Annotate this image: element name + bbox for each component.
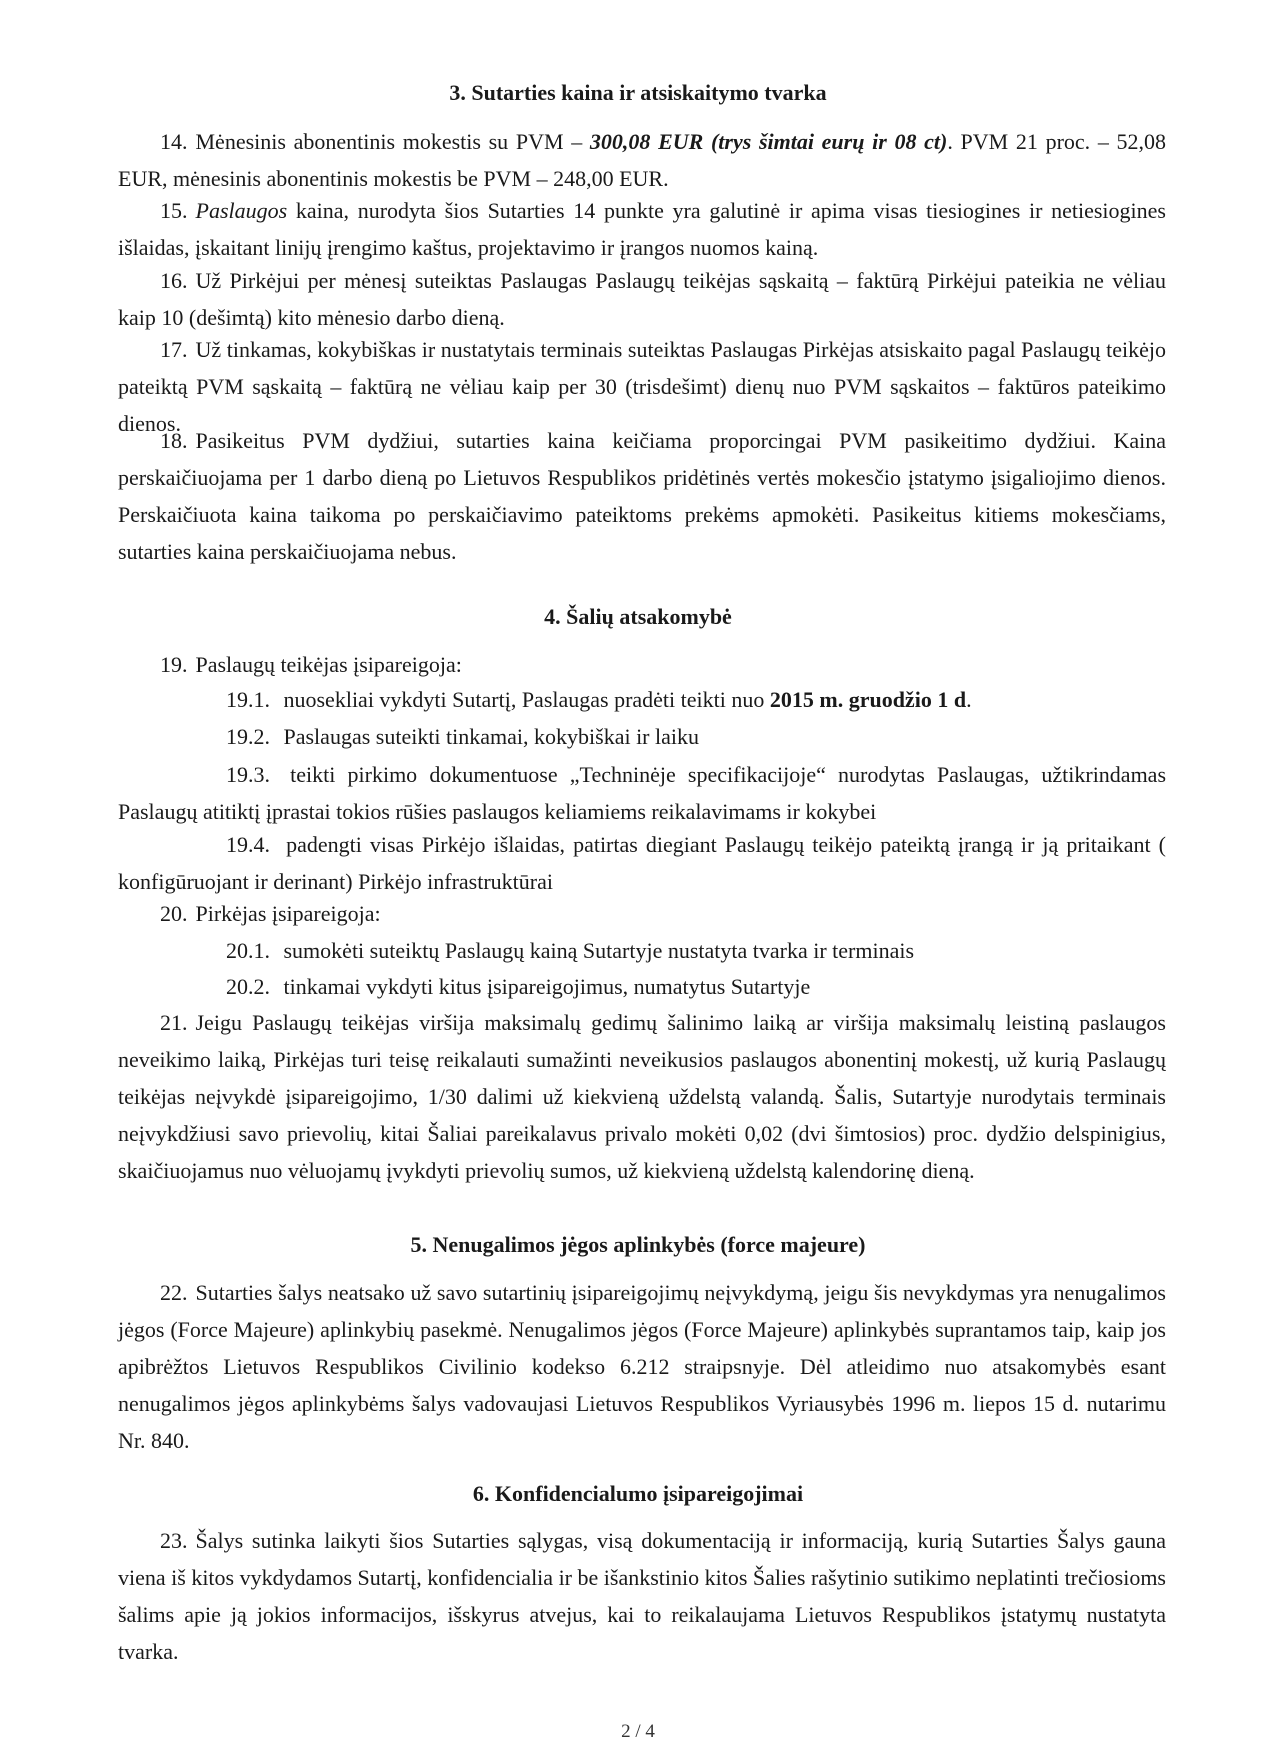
clause-text: teikti pirkimo dokumentuose „Techninėje specifikacijoje“ nurodytas Paslaugas, užtikrindamas Paslaugų atitiktį įprastai tokios rūšies paslaugos keliamiems reikalavimams ir kokybei — [118, 762, 1167, 824]
clause-text: . PVM 21 proc. – 52,08 EUR, mėnesinis abonentinis mokestis be PVM – 248,00 EUR. — [118, 129, 1167, 191]
clause-text: padengti visas Pirkėjo išlaidas, patirtas diegiant Paslaugų teikėjo pateiktą įrangą ir ją pritaikant ( konfigūruojant ir derinant) Pirkėjo infrastruktūrai — [118, 832, 1167, 894]
clause-number: 17. — [160, 337, 188, 362]
clause-text: tinkamai vykdyti kitus įsipareigojimus, numatytus Sutartyje — [283, 974, 811, 999]
clause-19-1 — [226, 681, 1166, 718]
clause-21 — [118, 1004, 1166, 1189]
clause-text: . — [966, 687, 972, 712]
clause-19-4 — [118, 826, 1166, 900]
clause-text: Šalys sutinka laikyti šios Sutarties sąlygas, visą dokumentaciją ir informaciją, kurią Sutarties Šalys gauna viena iš kitos vykdydamos Sutartį, konfidencialia ir be išankstinio kitos Šalies rašytinio sutikimo neplatinti trečiosioms šalims apie ją jokios informacijos, išskyrus atvejus, kai to reikalaujama Lietuvos Respublikos įstatymų nustatyta tvarka. — [118, 1528, 1166, 1664]
clause-14 — [118, 123, 1166, 197]
clause-number: 23. — [160, 1528, 188, 1553]
clause-number: 19.4. — [226, 832, 270, 857]
clause-19-2 — [226, 718, 1166, 755]
clause-number: 19.1. — [226, 687, 270, 712]
clause-number: 21. — [160, 1010, 188, 1035]
defined-term: Paslaugos — [195, 198, 288, 223]
clause-number: 18. — [160, 428, 188, 453]
clause-number: 14. — [160, 129, 188, 154]
clause-15 — [118, 192, 1166, 266]
clause-text: Pirkėjas įsipareigoja: — [195, 901, 381, 926]
clause-number: 20.2. — [226, 974, 270, 999]
section-5-heading: 5. Nenugalimos jėgos aplinkybės (force majeure) — [410, 1232, 866, 1257]
clause-number: 22. — [160, 1280, 188, 1305]
section-6-heading: 6. Konfidencialumo įsipareigojimai — [472, 1481, 804, 1506]
section-3-heading: 3. Sutarties kaina ir atsiskaitymo tvarka — [449, 80, 827, 105]
start-date: 2015 m. gruodžio 1 d — [769, 687, 967, 712]
clause-number: 20. — [160, 901, 188, 926]
clause-19-3 — [118, 756, 1166, 830]
clause-text: Už Pirkėjui per mėnesį suteiktas Paslaugas Paslaugų teikėjas sąskaitą – faktūrą Pirkėjui pateikia ne vėliau kaip 10 (dešimtą) kito mėnesio darbo dieną. — [118, 268, 1166, 330]
clause-number: 15. — [160, 198, 188, 223]
clause-22 — [118, 1274, 1166, 1459]
clause-number: 19.3. — [226, 762, 270, 787]
clause-16 — [118, 262, 1166, 336]
clause-text: Už tinkamas, kokybiškas ir nustatytais terminais suteiktas Paslaugas Pirkėjas atsiskaito pagal Paslaugų teikėjo pateiktą PVM sąskaitą – faktūrą ne vėliau kaip per 30 (trisdešimt) dienų nuo PVM sąskaitos – faktūros pateikimo dienos. — [118, 337, 1166, 436]
clause-number: 20.1. — [226, 938, 270, 963]
clause-18 — [118, 422, 1166, 570]
clause-20-2 — [226, 968, 1166, 1005]
section-4-heading: 4. Šalių atsakomybė — [544, 604, 732, 629]
clause-text: Mėnesinis abonentinis mokestis su PVM – — [195, 129, 590, 154]
clause-number: 19. — [160, 652, 188, 677]
clause-text: Paslaugų teikėjas įsipareigoja: — [195, 652, 462, 677]
clause-number: 16. — [160, 268, 188, 293]
clause-text: kaina, nurodyta šios Sutarties 14 punkte yra galutinė ir apima visas tiesiogines ir netiesiogines išlaidas, įskaitant linijų įrengimo kaštus, projektavimo ir įrangos nuomos kainą. — [118, 198, 1166, 260]
clause-20 — [160, 895, 1166, 932]
clause-text: Jeigu Paslaugų teikėjas viršija maksimalų gedimų šalinimo laiką ar viršija maksimalų leistiną paslaugos neveikimo laiką, Pirkėjas turi teisę reikalauti sumažinti neveikusios paslaugos abonentinį mokestį, už kurią Paslaugų teikėjas neįvykdė įsipareigojimo, 1/30 dalimi už kiekvieną uždelstą valandą. Šalis, Sutartyje nurodytais terminais neįvykdžiusi savo prievolių, kitai Šaliai pareikalavus privalo mokėti 0,02 (dvi šimtosios) proc. dydžio delspinigius, skaičiuojamus nuo vėluojamų įvykdyti prievolių sumos, už kiekvieną uždelstą kalendorinę dieną. — [118, 1010, 1166, 1183]
price-amount: 300,08 EUR (trys šimtai eurų ir 08 ct) — [589, 129, 948, 154]
clause-text: Sutarties šalys neatsako už savo sutartinių įsipareigojimų neįvykdymą, jeigu šis nevykdymas yra nenugalimos jėgos (Force Majeure) aplinkybių pasekmė. Nenugalimos jėgos (Force Majeure) aplinkybės suprantamos taip, kaip jos apibrėžtos Lietuvos Respublikos Civilinio kodekso 6.212 straipsnyje. Dėl atleidimo nuo atsakomybės esant nenugalimos jėgos aplinkybėms šalys vadovaujasi Lietuvos Respublikos Vyriausybės 1996 m. liepos 15 d. nutarimu Nr. 840. — [118, 1280, 1166, 1453]
clause-19 — [160, 646, 1166, 683]
clause-text: sumokėti suteiktų Paslaugų kainą Sutartyje nustatyta tvarka ir terminais — [283, 938, 915, 963]
clause-text: Pasikeitus PVM dydžiui, sutarties kaina keičiama proporcingai PVM pasikeitimo dydžiui. Kaina perskaičiuojama per 1 darbo dieną po Lietuvos Respublikos pridėtinės vertės mokesčio įstatymo įsigaliojimo dienos. Perskaičiuota kaina taikoma po perskaičiavimo pateiktoms prekėms apmokėti. Pasikeitus kitiems mokesčiams, sutarties kaina perskaičiuojama nebus. — [118, 428, 1166, 564]
clause-20-1 — [226, 932, 1166, 969]
clause-text: nuosekliai vykdyti Sutartį, Paslaugas pradėti teikti nuo — [283, 687, 770, 712]
page-number: 2 / 4 — [621, 1721, 655, 1742]
clause-23 — [118, 1522, 1166, 1670]
clause-number: 19.2. — [226, 724, 270, 749]
clause-text: Paslaugas suteikti tinkamai, kokybiškai ir laiku — [283, 724, 699, 749]
